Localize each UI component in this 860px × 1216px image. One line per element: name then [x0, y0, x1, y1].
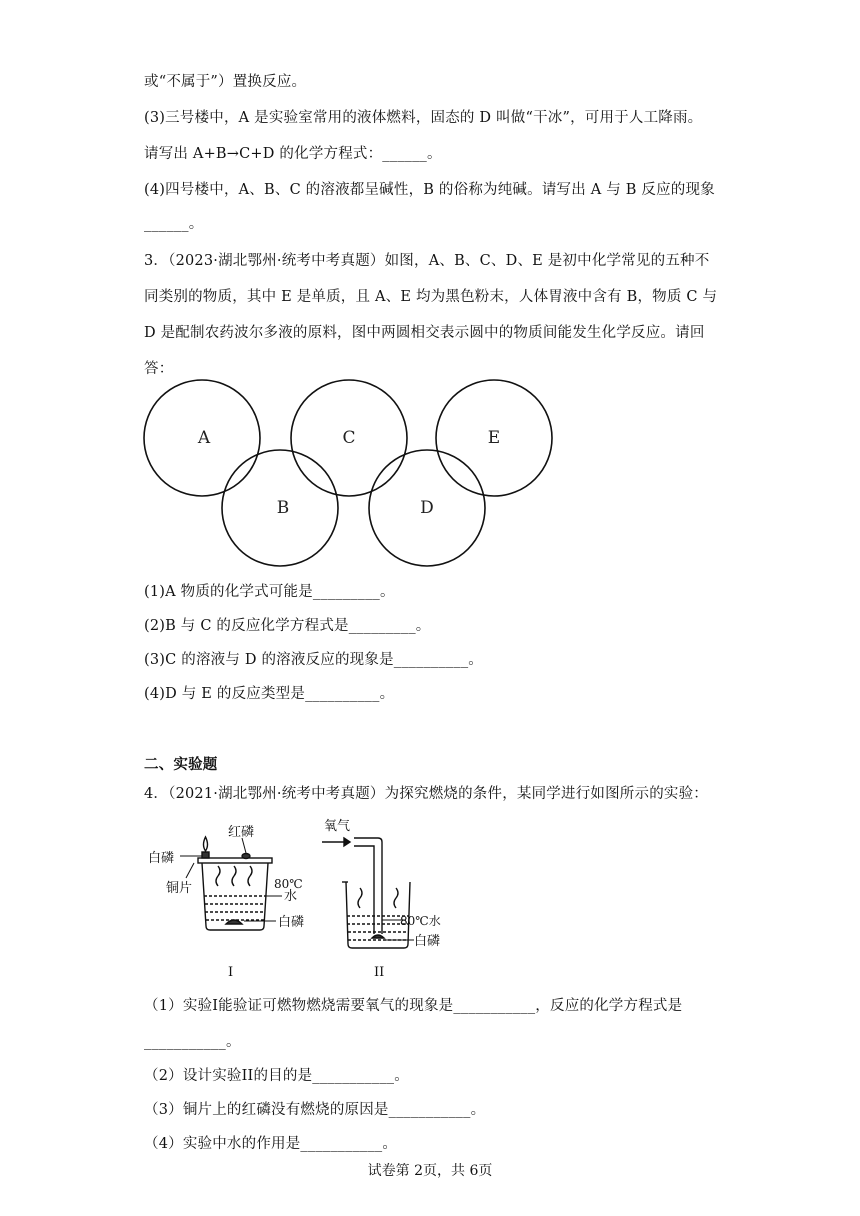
q4-sub1-line1: （1）实验I能验证可燃物燃烧需要氧气的现象是___________，反应的化学方程式是 — [144, 998, 683, 1014]
circle-label-d: D — [420, 498, 434, 518]
circle-label-b: B — [276, 498, 290, 518]
q3-sub2: (2)B 与 C 的反应化学方程式是_________。 — [144, 618, 431, 634]
figure-2-caption: II — [374, 965, 385, 980]
label-oxygen: 氧气 — [324, 819, 351, 834]
experiment-figure-2 — [318, 816, 458, 984]
label-temp: 80℃ — [274, 877, 303, 891]
label-red-phosphorus: 红磷 — [228, 825, 255, 840]
q4-sub4: （4）实验中水的作用是___________。 — [144, 1136, 398, 1152]
figure-1-caption: I — [228, 965, 234, 980]
page-footer: 试卷第 2页，共 6页 — [367, 1163, 493, 1179]
section-title-experiment: 二、实验题 — [144, 756, 218, 773]
q2-line-continued: 或“不属于”）置换反应。 — [144, 74, 307, 90]
experiment-figure-1 — [146, 820, 316, 984]
circle-label-a: A — [197, 428, 211, 448]
label-white-phosphorus-top: 白磷 — [148, 851, 175, 866]
q3-line3: D 是配制农药波尔多液的原料，图中两圆相交表示圆中的物质间能发生化学反应。请回 — [144, 325, 705, 341]
q3-sub4: (4)D 与 E 的反应类型是__________。 — [144, 686, 395, 702]
q3-line4: 答： — [144, 361, 174, 377]
q3-sub3: (3)C 的溶液与 D 的溶液反应的现象是__________。 — [144, 652, 483, 668]
q2-part3-line1: (3)三号楼中，A 是实验室常用的液体燃料，固态的 D 叫做“干冰”，可用于人工降雨。 — [144, 110, 703, 126]
q3-line2: 同类别的物质，其中 E 是单质，且 A、E 均为黑色粉末，人体胃液中含有 B，物质 C 与 — [144, 289, 718, 305]
q2-part3-line2: 请写出 A+B→C+D 的化学方程式：______。 — [144, 146, 442, 162]
label-white-phosphorus-2: 白磷 — [414, 934, 441, 949]
q2-part4-line2: ______。 — [144, 216, 204, 232]
q3-sub1: (1)A 物质的化学式可能是_________。 — [144, 584, 395, 600]
label-copper: 铜片 — [166, 881, 193, 896]
circle-label-e: E — [487, 428, 501, 448]
q2-part4-line1: (4)四号楼中，A、B、C 的溶液都呈碱性，B 的俗称为纯碱。请写出 A 与 B 反应的现象 — [144, 182, 715, 198]
q4-sub3: （3）铜片上的红磷没有燃烧的原因是___________。 — [144, 1102, 486, 1118]
label-temp-water: 80℃水 — [400, 914, 441, 928]
q4-sub1-line2: ___________。 — [144, 1034, 241, 1050]
q4-sub2: （2）设计实验II的目的是___________。 — [144, 1068, 409, 1084]
label-water: 水 — [284, 889, 298, 904]
circle-diagram — [140, 376, 560, 572]
label-white-phosphorus-bottom: 白磷 — [278, 915, 305, 930]
circle-label-c: C — [342, 428, 356, 448]
q4-line1: 4．（2021·湖北鄂州·统考中考真题）为探究燃烧的条件，某同学进行如图所示的实验： — [144, 786, 708, 802]
q3-line1: 3．（2023·湖北鄂州·统考中考真题）如图，A、B、C、D、E 是初中化学常见的五种不 — [144, 253, 710, 269]
